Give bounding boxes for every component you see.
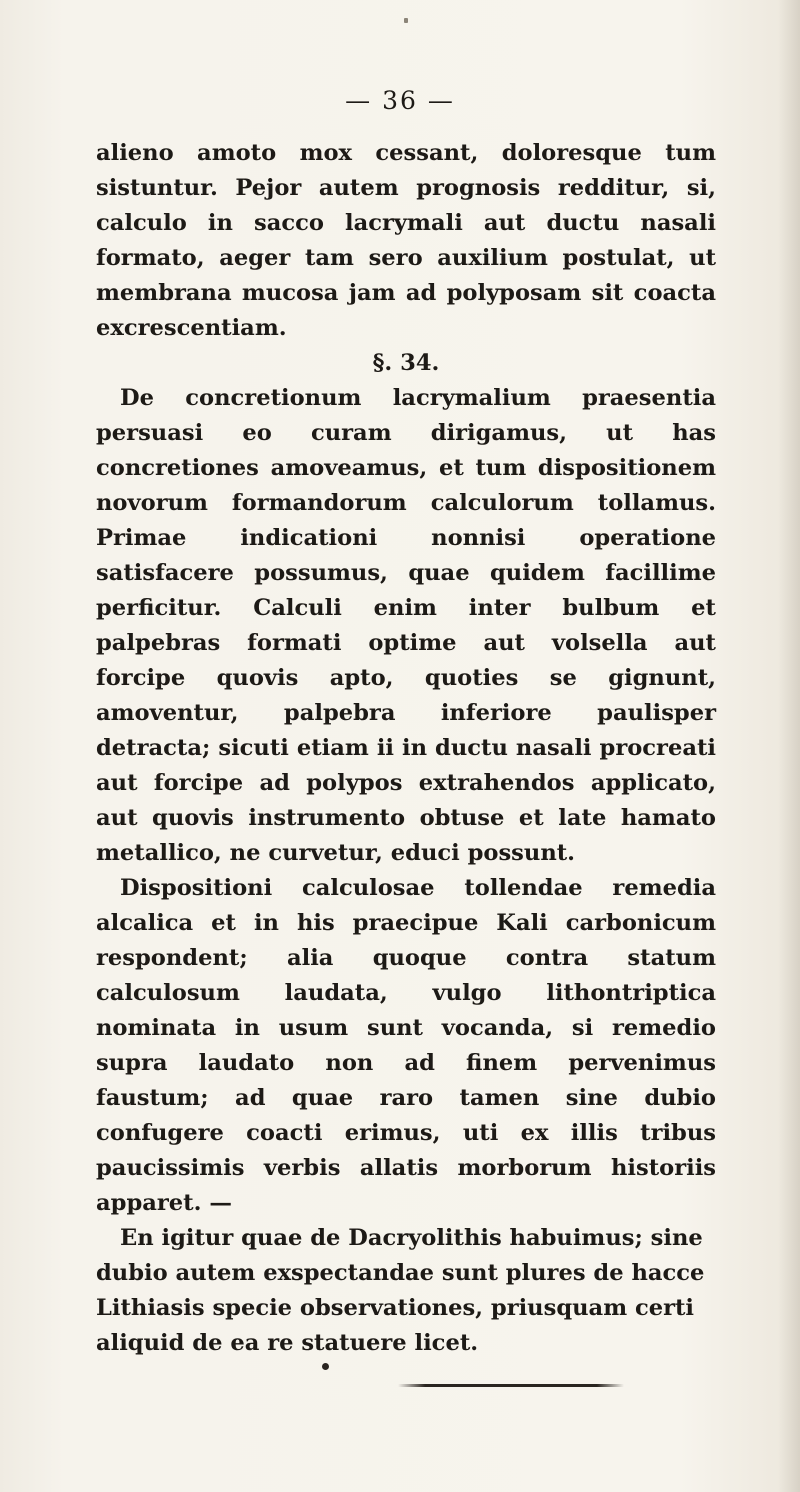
section-heading: §. 34. xyxy=(372,350,440,376)
page-edge-shadow xyxy=(778,0,800,1492)
body-text xyxy=(96,136,716,1361)
paragraph-conclusion: En igitur quae de Dacryolithis habuimus; sine dubio autem exspectandae sunt plures de hacce Lithiasis specie observationes, priusquam certi aliquid de ea re statuere licet. xyxy=(96,1225,705,1356)
page-number: — 36 — xyxy=(345,86,455,115)
paragraph-dispositions: Dispositioni calculosae tollendae remedia alcalica et in his praecipue Kali carbonicum respondent; alia quoque contra statum calculosum laudata, vulgo lithontriptica nominata in usum sunt vocanda, si remedio supra laudato non ad finem pervenimus faustum; ad quae raro tamen sine dubio confugere coacti erimus, uti ex illis tribus paucissimis verbis allatis morborum historiis apparet. — xyxy=(96,875,716,1216)
paragraph-concretions: De concretionum lacrymalium praesentia persuasi eo curam dirigamus, ut has concretiones amoveamus, et tum dispositionem novorum formandorum calculorum tollamus. Primae indicationi nonnisi operatione satisfacere possumus, quae quidem facillime perficitur. Calculi enim inter bulbum et palpebras formati optime aut volsella aut forcipe quovis apto, quoties se gignunt, amoventur, palpebra inferiore paulisper detracta; sicuti etiam ii in ductu nasali procreati aut forcipe ad polypos extrahendos applicato, aut quovis instrumento obtuse et late hamato metallico, ne curvetur, educi possunt. xyxy=(96,385,716,866)
end-rule xyxy=(398,1384,624,1387)
ink-speck xyxy=(404,18,408,23)
paragraph-intro: alieno amoto mox cessant, doloresque tum sistuntur. Pejor autem prognosis redditur, si, calculo in sacco lacrymali aut ductu nasali formato, aeger tam sero auxilium postulat, ut membrana mucosa jam ad polyposam sit coacta excrescentiam. xyxy=(96,140,716,341)
ink-dot xyxy=(322,1363,329,1370)
